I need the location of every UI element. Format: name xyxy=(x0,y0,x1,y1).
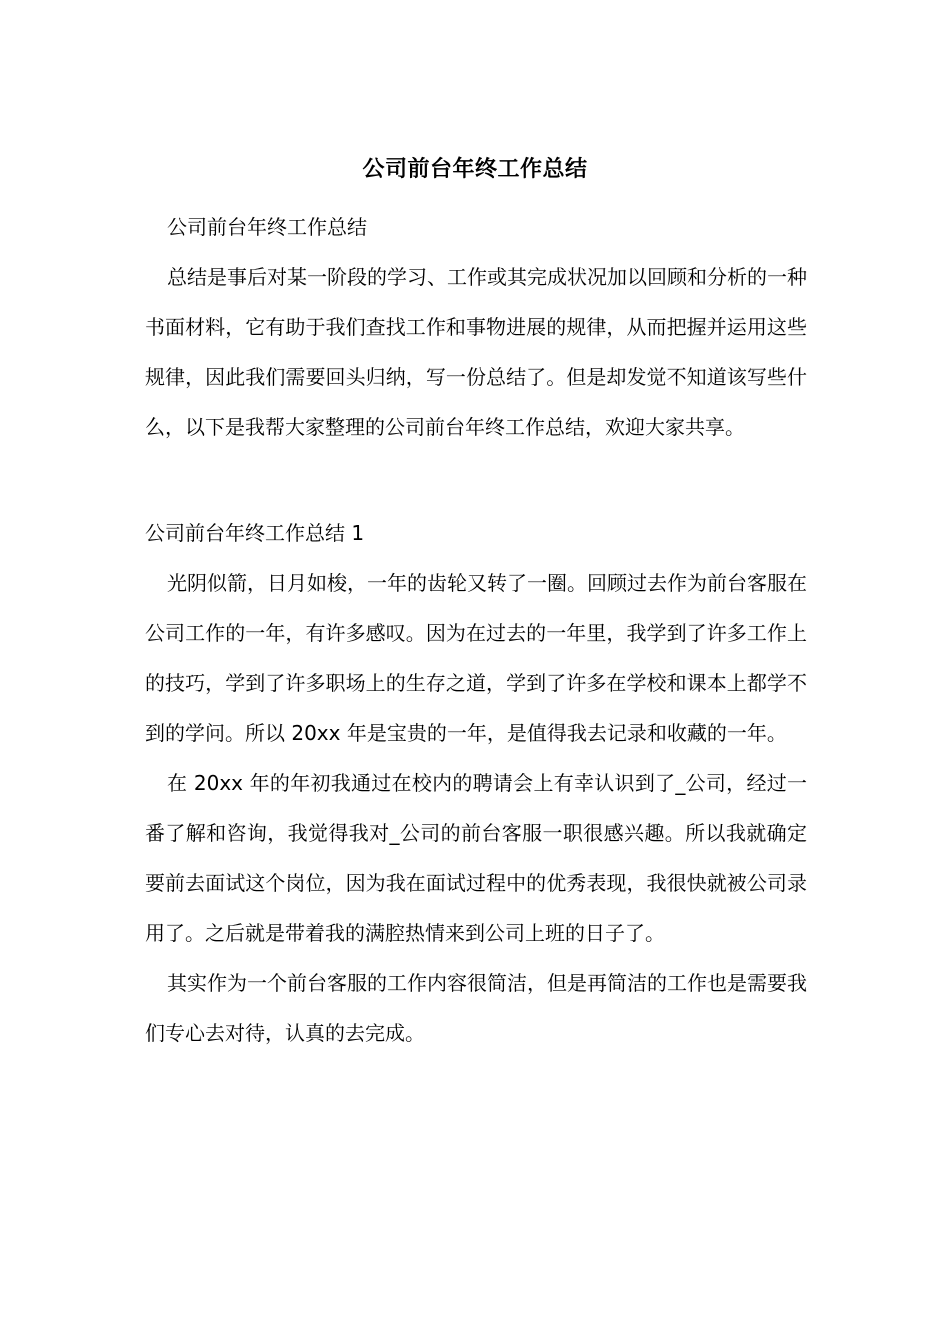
section-heading: 公司前台年终工作总结 1 xyxy=(145,521,365,545)
intro-paragraph: 总结是事后对某一阶段的学习、工作或其完成状况加以回顾和分析的一种书面材料，它有助于我们查找工作和事物进展的规律，从而把握并运用这些规律，因此我们需要回头归纳，写一份总结了。但是却发觉不知道该写些什么，以下是我帮大家整理的公司前台年终工作总结，欢迎大家共享。 xyxy=(145,265,807,439)
document-subtitle: 公司前台年终工作总结 xyxy=(167,215,367,239)
body-paragraph: 在 20xx 年的年初我通过在校内的聘请会上有幸认识到了_公司，经过一番了解和咨询，我觉得我对_公司的前台客服一职很感兴趣。所以我就确定要前去面试这个岗位，因为我在面试过程中的优秀表现，我很快就被公司录用了。之后就是带着我的满腔热情来到公司上班的日子了。 xyxy=(145,771,807,945)
body-paragraph: 其实作为一个前台客服的工作内容很简洁，但是再简洁的工作也是需要我们专心去对待，认真的去完成。 xyxy=(145,971,807,1045)
document-body xyxy=(145,202,807,1058)
body-paragraph: 光阴似箭，日月如梭，一年的齿轮又转了一圈。回顾过去作为前台客服在公司工作的一年，有许多感叹。因为在过去的一年里，我学到了许多工作上的技巧，学到了许多职场上的生存之道，学到了许多在学校和课本上都学不到的学问。所以 20xx 年是宝贵的一年，是值得我去记录和收藏的一年。 xyxy=(145,571,807,745)
document-title: 公司前台年终工作总结 xyxy=(362,157,588,182)
